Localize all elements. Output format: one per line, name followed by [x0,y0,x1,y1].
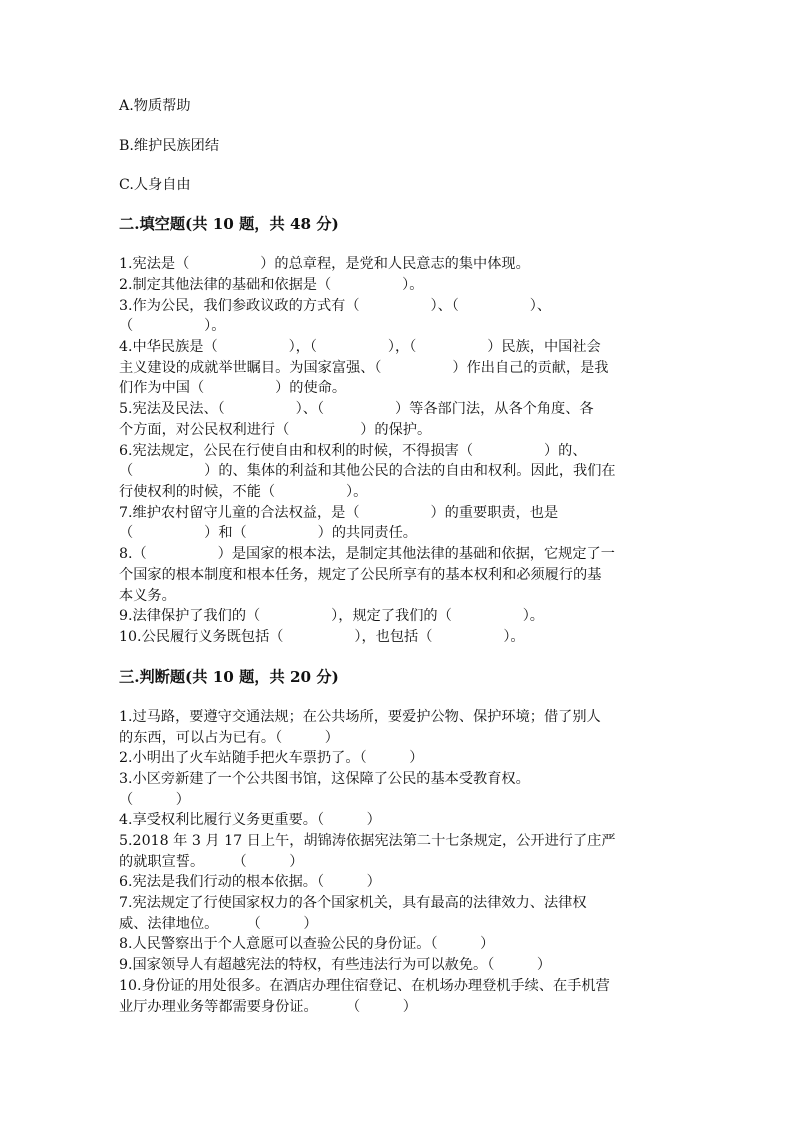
section-heading-fill-blank: 二.填空题(共 10 题，共 48 分) [119,215,339,233]
fill-blank-line: 6.宪法规定，公民在行使自由和权利的时候，不得损害（ ）的、 [119,443,587,459]
fill-blank-line: 个国家的根本制度和根本任务，规定了公民所享有的基本权利和必须履行的基 [119,567,602,583]
fill-blank-line: 们作为中国（ ）的使命。 [119,380,347,396]
true-false-line: 2.小明出了火车站随手把火车票扔了。（ ） [119,750,424,766]
option-c: C.人身自由 [119,177,191,193]
true-false-line: 业厅办理业务等都需要身份证。 （ ） [119,999,417,1015]
true-false-line: 的就职宣誓。 （ ） [119,854,304,870]
fill-blank-line: 9.法律保护了我们的（ ），规定了我们的（ ）。 [119,608,544,624]
true-false-line: 7.宪法规定了行使国家权力的各个国家机关，具有最高的法律效力、法律权 [119,895,587,911]
true-false-line: 的东西，可以占为已有。（ ） [119,730,339,746]
true-false-line: 1.过马路，要遵守交通法规；在公共场所，要爱护公物、保护环境；借了别人 [119,709,601,725]
fill-blank-line: 8.（ ）是国家的根本法，是制定其他法律的基础和依据，它规定了一 [119,546,615,562]
true-false-line: 3.小区旁新建了一个公共图书馆，这保障了公民的基本受教育权。 [119,771,530,787]
fill-blank-line: 主义建设的成就举世瞩目。为国家富强、（ ）作出自己的贡献，是我 [119,360,609,376]
true-false-line: 9.国家领导人有超越宪法的特权，有些违法行为可以赦免。（ ） [119,957,552,973]
fill-blank-line: 行使权利的时候，不能（ ）。 [119,484,368,500]
fill-blank-line: 10.公民履行义务既包括（ ），也包括（ ）。 [119,629,525,645]
true-false-line: 6.宪法是我们行动的根本依据。（ ） [119,874,381,890]
option-a: A.物质帮助 [119,98,191,114]
section-heading-true-false: 三.判断题(共 10 题，共 20 分) [119,668,339,686]
true-false-line: 5.2018 年 3 月 17 日上午，胡锦涛依据宪法第二十七条规定，公开进行了庄严 [119,833,616,849]
true-false-line: 4.享受权利比履行义务更重要。（ ） [119,812,381,828]
fill-blank-line: 7.维护农村留守儿童的合法权益，是（ ）的重要职责，也是 [119,505,559,521]
fill-blank-line: （ ）和（ ）的共同责任。 [119,525,417,541]
true-false-line: （ ） [119,792,190,808]
fill-blank-line: （ ）的、集体的利益和其他公民的合法的自由和权利。因此，我们在 [119,463,616,479]
fill-blank-line: 3.作为公民，我们参政议政的方式有（ ）、（ ）、 [119,298,552,314]
fill-blank-line: 2.制定其他法律的基础和依据是（ ）。 [119,277,424,293]
fill-blank-line: （ ）。 [119,318,226,334]
fill-blank-line: 1.宪法是（ ）的总章程，是党和人民意志的集中体现。 [119,256,530,272]
true-false-line: 威、法律地位。 （ ） [119,916,318,932]
fill-blank-line: 5.宪法及民法、（ ）、（ ）等各部门法，从各个角度、各 [119,401,594,417]
option-b: B.维护民族团结 [119,138,220,154]
true-false-line: 8.人民警察出于个人意愿可以查验公民的身份证。（ ） [119,936,495,952]
fill-blank-line: 4.中华民族是（ ），（ ），（ ）民族，中国社会 [119,339,601,355]
true-false-line: 10.身份证的用处很多。在酒店办理住宿登记、在机场办理登机手续、在手机营 [119,978,610,994]
fill-blank-line: 个方面，对公民权利进行（ ）的保护。 [119,422,432,438]
fill-blank-line: 本义务。 [119,588,176,604]
